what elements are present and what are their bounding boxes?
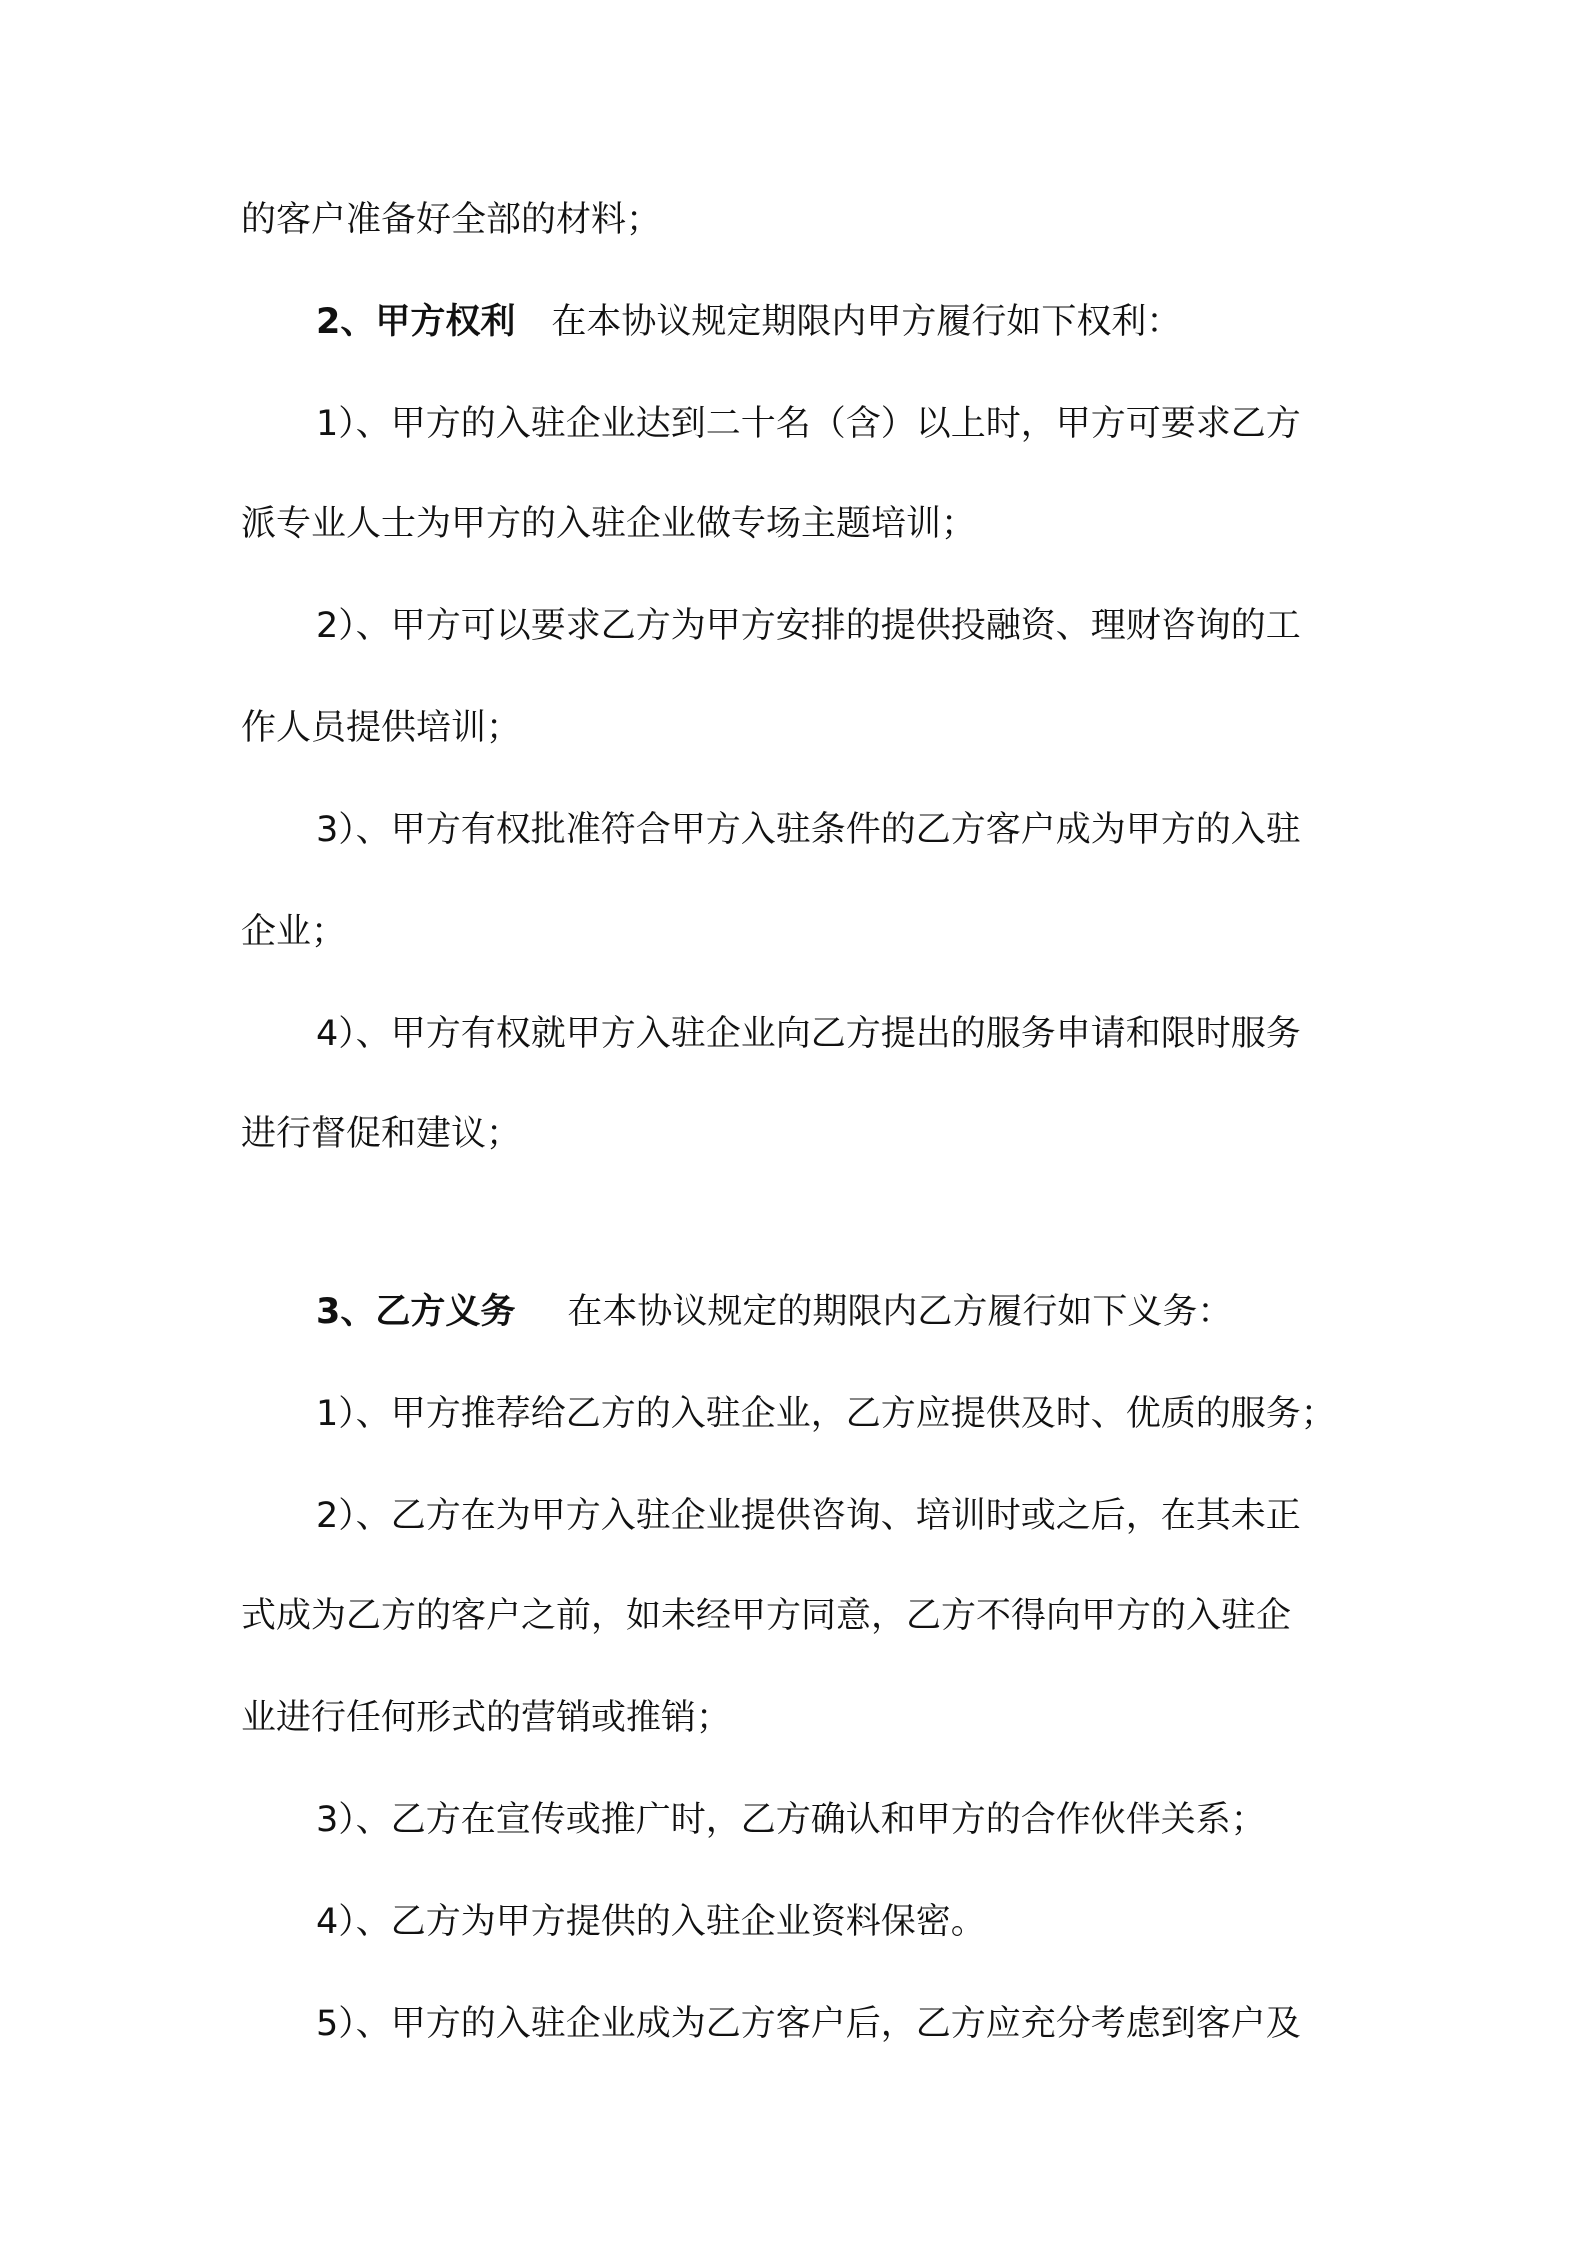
paragraph-line: 的客户准备好全部的材料；	[241, 200, 662, 240]
paragraph-line: 3）、乙方在宣传或推广时，乙方确认和甲方的合作伙伴关系；	[316, 1800, 1266, 1840]
paragraph-line: 业进行任何形式的营销或推销；	[241, 1698, 732, 1738]
paragraph-line: 4）、乙方为甲方提供的入驻企业资料保密。	[316, 1902, 986, 1942]
section-2-text: 在本协议规定期限内甲方履行如下权利：	[551, 302, 1182, 342]
section-3-heading	[316, 1290, 1361, 1334]
paragraph-line: 1）、甲方推荐给乙方的入驻企业，乙方应提供及时、优质的服务；	[316, 1394, 1336, 1434]
paragraph-line: 2）、甲方可以要求乙方为甲方安排的提供投融资、理财咨询的工	[316, 606, 1301, 646]
paragraph-line: 1）、甲方的入驻企业达到二十名（含）以上时，甲方可要求乙方	[316, 404, 1301, 444]
section-3-label: 3、乙方义务	[316, 1292, 516, 1332]
paragraph-line: 式成为乙方的客户之前，如未经甲方同意，乙方不得向甲方的入驻企	[241, 1596, 1292, 1636]
paragraph-line: 作人员提供培训；	[241, 708, 522, 748]
paragraph-line: 企业；	[241, 912, 347, 952]
section-2-heading	[316, 300, 1361, 344]
section-3-text: 在本协议规定的期限内乙方履行如下义务：	[567, 1292, 1233, 1332]
paragraph-line: 2）、乙方在为甲方入驻企业提供咨询、培训时或之后，在其未正	[316, 1496, 1301, 1536]
paragraph-line: 3）、甲方有权批准符合甲方入驻条件的乙方客户成为甲方的入驻	[316, 810, 1301, 850]
paragraph-line: 进行督促和建议；	[241, 1114, 522, 1154]
section-2-label: 2、甲方权利	[316, 302, 516, 342]
paragraph-line: 派专业人士为甲方的入驻企业做专场主题培训；	[241, 504, 977, 544]
paragraph-line: 4）、甲方有权就甲方入驻企业向乙方提出的服务申请和限时服务	[316, 1014, 1301, 1054]
paragraph-line: 5）、甲方的入驻企业成为乙方客户后，乙方应充分考虑到客户及	[316, 2004, 1301, 2044]
